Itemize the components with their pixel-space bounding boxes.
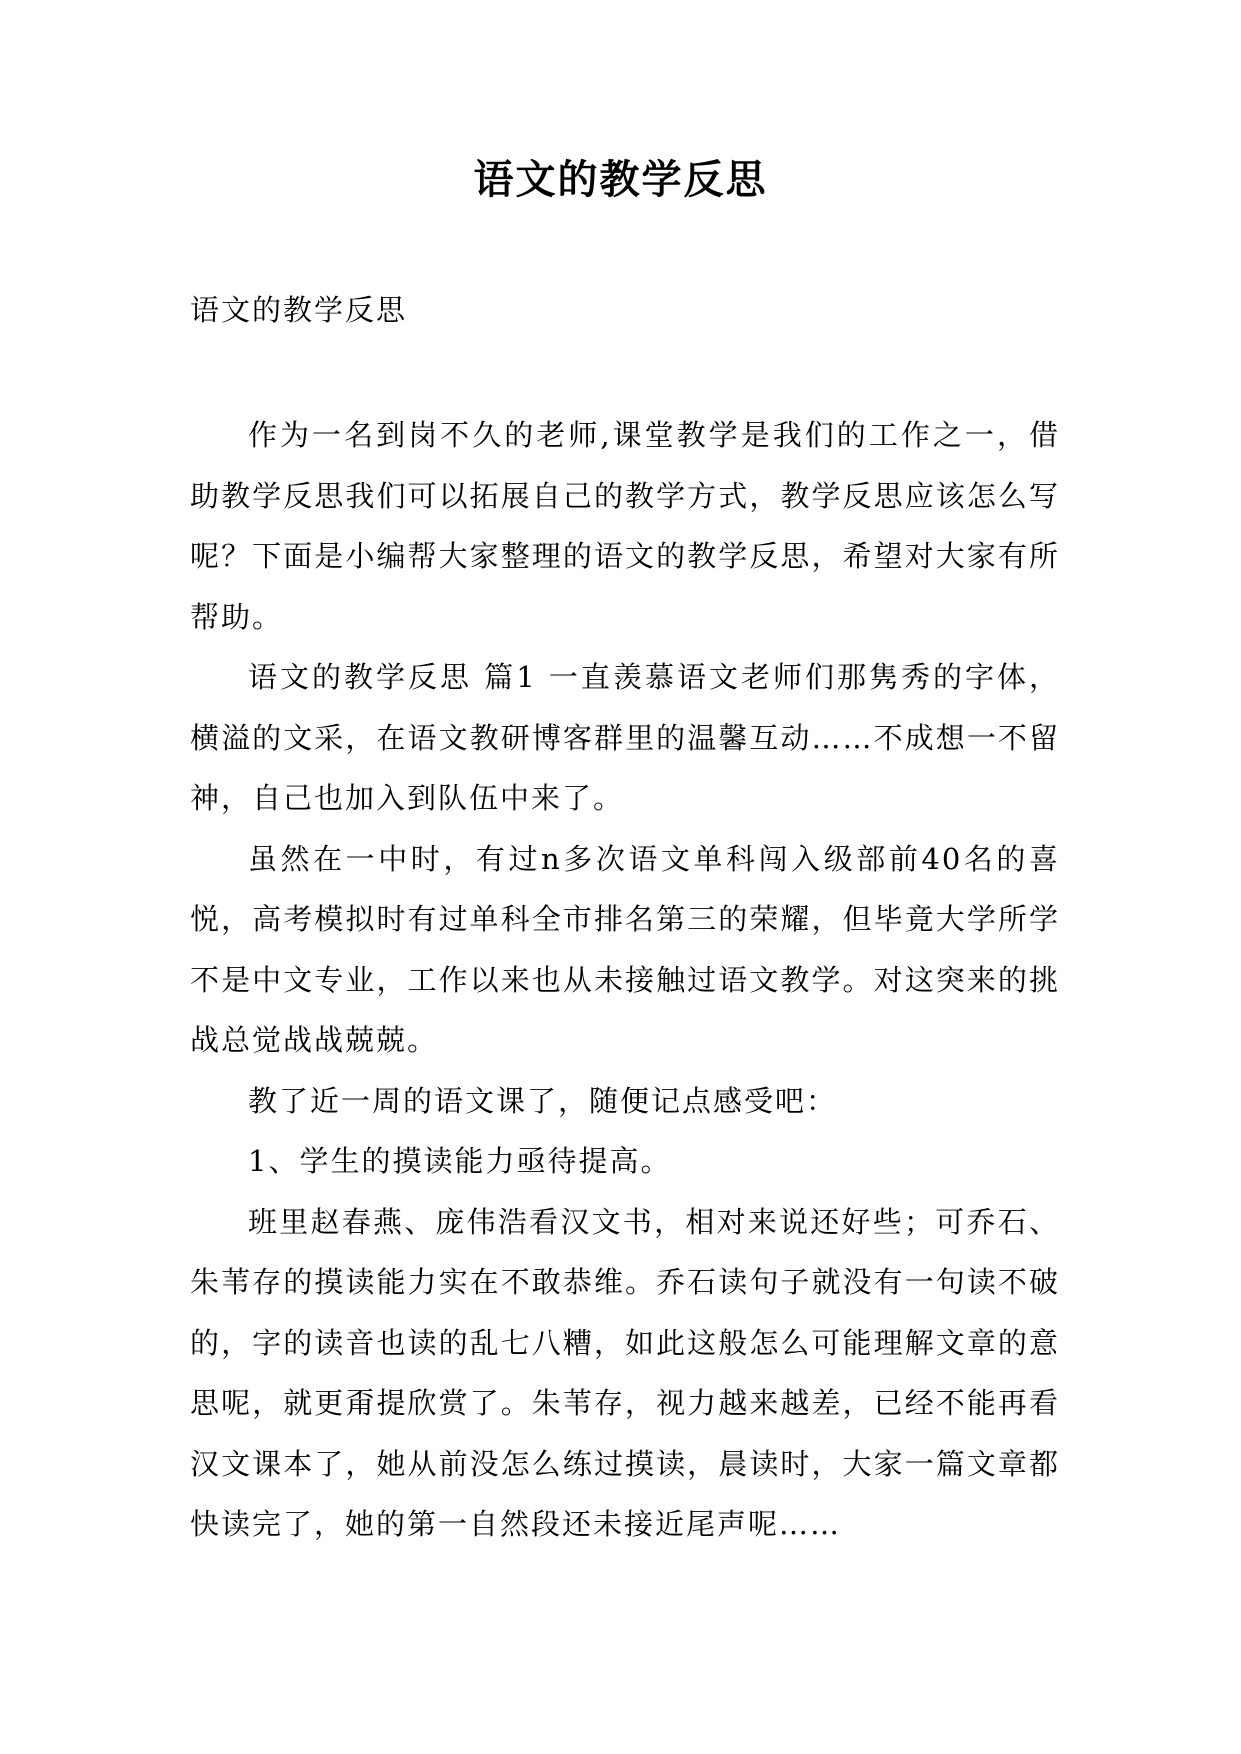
paragraph-background: 虽然在一中时，有过n多次语文单科闯入级部前40名的喜悦，高考模拟时有过单科全市排名第三的荣耀，但毕竟大学所学不是中文专业，工作以来也从未接触过语文教学。对这突来的挑战总觉战战兢兢。: [190, 841, 1060, 1057]
paragraph-point-1: 1、学生的摸读能力亟待提高。: [248, 1144, 672, 1178]
document-subtitle: 语文的教学反思: [190, 293, 408, 327]
document-title: 语文的教学反思: [473, 156, 768, 203]
paragraph-intro: 作为一名到岗不久的老师,课堂教学是我们的工作之一，借助教学反思我们可以拓展自己的教学方式，教学反思应该怎么写呢？下面是小编帮大家整理的语文的教学反思，希望对大家有所帮助。: [190, 418, 1060, 634]
paragraph-section-1-opening: 语文的教学反思 篇1 一直羡慕语文老师们那隽秀的字体，横溢的文采，在语文教研博客群里的温馨互动……不成想一不留神，自己也加入到队伍中来了。: [190, 660, 1060, 815]
paragraph-students: 班里赵春燕、庞伟浩看汉文书，相对来说还好些；可乔石、朱苇存的摸读能力实在不敢恭维。乔石读句子就没有一句读不破的，字的读音也读的乱七八糟，如此这般怎么可能理解文章的意思呢，就更甭提欣赏了。朱苇存，视力越来越差，已经不能再看汉文课本了，她从前没怎么练过摸读，晨读时，大家一篇文章都快读完了，她的第一自然段还未接近尾声呢……: [190, 1204, 1060, 1541]
document-body: [190, 405, 1060, 1555]
paragraph-feelings: 教了近一周的语文课了，随便记点感受吧：: [248, 1083, 838, 1118]
